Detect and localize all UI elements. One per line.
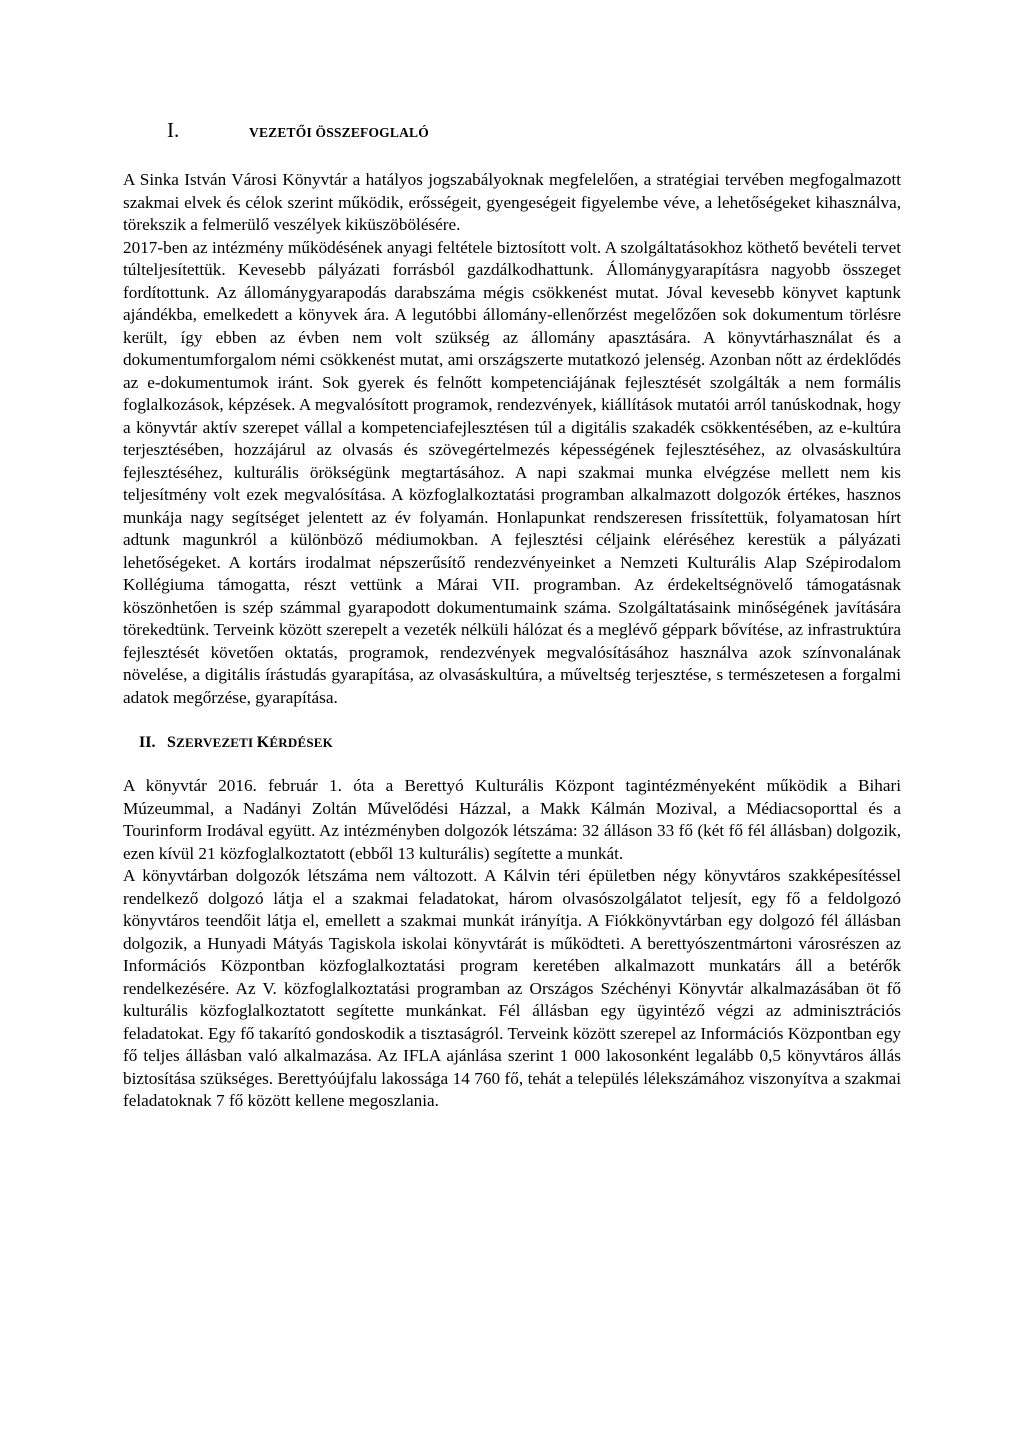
section-1-heading (123, 118, 901, 143)
section-2-paragraph-2: A könyvtárban dolgozók létszáma nem változott. A Kálvin téri épületben négy könyvtáros szakképesítéssel rendelkező dolgozó látja el a szakmai feladatokat, három olvasószolgálatot teljesít, egy fő a feldolgozó könyvtáros teendőit látja el, emellett a szakmai munkát irányítja. A Fiókkönyvtárban egy dolgozó fél állásban dolgozik, a Hunyadi Mátyás Tagiskola iskolai könyvtárát is működteti. A berettyószentmártoni városrészen az Információs Központban közfoglalkoztatási program keretében alkalmazott munkatárs áll a betérők rendelkezésére. Az V. közfoglalkoztatási programban az Országos Széchényi Könyvtár alkalmazásában öt fő kulturális közfoglalkoztatott segítette munkánkat. Fél állásban egy ügyintéző végzi az adminisztrációs feladatokat. Egy fő takarító gondoskodik a tisztaságról. Terveink között szerepel az Információs Központban egy fő teljes állásban való alkalmazása. Az IFLA ajánlása szerint 1 000 lakosonként legalább 0,5 könyvtáros állás biztosítása szükséges. Berettyóújfalu lakossága 14 760 fő, tehát a település lélekszámához viszonyítva a szakmai feladatoknak 7 fő között kellene megoszlania. (123, 866, 901, 1110)
section-2-title (167, 734, 333, 752)
section-2-paragraph-1: A könyvtár 2016. február 1. óta a Berettyó Kulturális Központ tagintézményeként működik a Bihari Múzeummal, a Nadányi Zoltán Művelődési Házzal, a Makk Kálmán Mozival, a Médiacsoporttal és a Tourinform Irodával együtt. Az intézményben dolgozók létszáma: 32 álláson 33 fő (két fő fél állásban) dolgozik, ezen kívül 21 közfoglalkoztatott (ebből 13 kulturális) segítette a munkát. (123, 776, 901, 863)
section-1-number: I. (167, 118, 180, 142)
section-1-title: VEZETŐI ÖSSZEFOGLALÓ (249, 125, 429, 140)
section-2-title-initial-2: K (256, 734, 270, 751)
section-2-title-rest-2: ÉRDÉSEK (269, 735, 333, 750)
section-1-paragraph-1: A Sinka István Városi Könyvtár a hatályos jogszabályoknak megfelelően, a stratégiai tervében megfogalmazott szakmai elvek és célok szerint működik, erősségeit, gyengeségeit figyelembe véve, a lehetőségeket kihasználva, törekszik a felmerülő veszélyek kiküszöbölésére. (123, 170, 901, 234)
section-2-number: II. (139, 734, 156, 751)
section-2-title-initial-1: S (167, 734, 177, 751)
section-2-title-rest-1: ZERVEZETI (176, 735, 257, 750)
document-page (123, 118, 901, 1113)
section-2-heading (123, 734, 901, 752)
section-1-body (123, 169, 901, 709)
section-2-body (123, 775, 901, 1113)
section-1-paragraph-2: 2017-ben az intézmény működésének anyagi feltétele biztosított volt. A szolgáltatásokhoz köthető bevételi tervet túlteljesítettük. Kevesebb pályázati forrásból gazdálkodhattunk. Állománygyarapításra nagyobb összeget fordítottunk. Az állománygyarapodás darabszáma mégis csökkenést mutat. Jóval kevesebb könyvet kaptunk ajándékba, emelkedett a könyvek ára. A legutóbbi állomány-ellenőrzést megelőzően sok dokumentum törlésre került, így ebben az évben nem volt szükség az állomány apasztására. A könyvtárhasználat és a dokumentumforgalom némi csökkenést mutat, ami országszerte mutatkozó jelenség. Azonban nőtt az érdeklődés az e-dokumentumok iránt. Sok gyerek és felnőtt kompetenciájának fejlesztését szolgálták a nem formális foglalkozások, képzések. A megvalósított programok, rendezvények, kiállítások mutatói arról tanúskodnak, hogy a könyvtár aktív szerepet vállal a kompetenciafejlesztésen túl a digitális szakadék csökkentésében, az e-kultúra terjesztésében, hozzájárul az olvasás és szövegértelmezés képességének fejlesztéséhez, az olvasáskultúra fejlesztéséhez, kulturális örökségünk megtartásához. A napi szakmai munka elvégzése mellett nem kis teljesítmény volt ezek megvalósítása. A közfoglalkoztatási programban alkalmazott dolgozók értékes, hasznos munkája nagy segítséget jelentett az év folyamán. Honlapunkat rendszeresen frissítettük, folyamatosan hírt adtunk magunkról a különböző médiumokban. A fejlesztési céljaink eléréséhez kerestük a pályázati lehetőségeket. A kortárs irodalmat népszerűsítő rendezvényeinket a Nemzeti Kulturális Alap Szépirodalom Kollégiuma támogatta, részt vettünk a Márai VII. programban. Az érdekeltségnövelő támogatásnak köszönhetően is szép számmal gyarapodott dokumentumaink száma. Szolgáltatásaink minőségének javítására törekedtünk. Terveink között szerepelt a vezeték nélküli hálózat és a meglévő géppark bővítése, az infrastruktúra fejlesztését követően oktatás, programok, rendezvények megvalósításához használva azok színvonalának növelése, a digitális írástudás gyarapítása, az olvasáskultúra, a műveltség terjesztése, s természetesen a forgalmi adatok megőrzése, gyarapítása. (123, 237, 901, 707)
